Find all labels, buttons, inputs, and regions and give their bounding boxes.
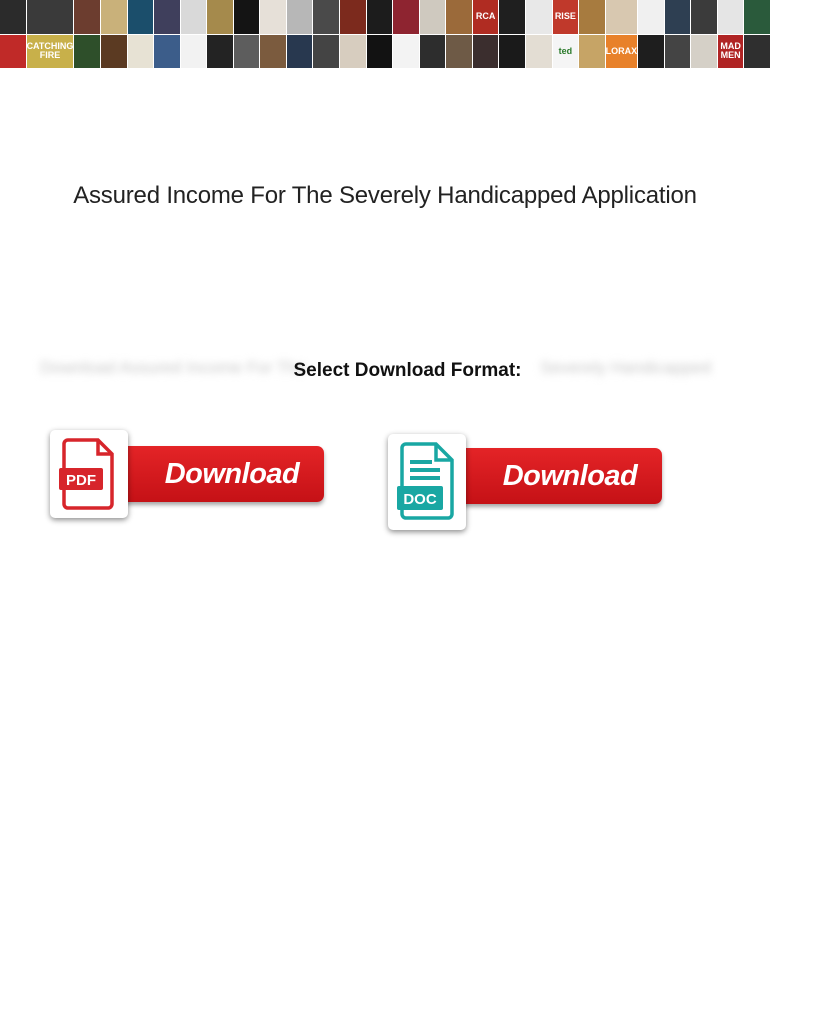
cover-thumbnail bbox=[526, 0, 552, 34]
cover-thumbnail bbox=[340, 35, 366, 69]
cover-thumbnail bbox=[313, 35, 339, 69]
cover-thumbnail bbox=[154, 35, 180, 69]
download-doc-bar[interactable] bbox=[448, 448, 662, 504]
cover-thumbnail bbox=[181, 35, 207, 69]
cover-thumbnail bbox=[665, 35, 691, 69]
cover-thumbnail bbox=[473, 35, 499, 69]
cover-thumbnail bbox=[234, 35, 260, 69]
download-doc-label: Download bbox=[502, 459, 638, 492]
download-doc-button[interactable] bbox=[388, 432, 678, 532]
cover-thumbnail bbox=[0, 35, 26, 69]
cover-thumbnail-text: ted bbox=[558, 45, 573, 56]
cover-thumbnail-text: RISE bbox=[554, 11, 576, 22]
cover-thumbnail bbox=[260, 35, 286, 69]
cover-thumbnail bbox=[128, 0, 154, 34]
cover-thumbnail bbox=[367, 0, 393, 34]
cover-thumbnail bbox=[446, 35, 472, 69]
blurred-text-left: Download Assured Income For The bbox=[40, 358, 307, 377]
cover-thumbnail bbox=[420, 35, 446, 69]
cover-thumbnail bbox=[665, 0, 691, 34]
cover-thumbnail bbox=[553, 0, 579, 34]
cover-thumbnail-text: RCA bbox=[475, 11, 496, 22]
cover-thumbnail bbox=[74, 35, 100, 69]
cover-thumbnail bbox=[553, 35, 579, 69]
cover-thumbnail bbox=[181, 0, 207, 34]
document-title: Assured Income For The Severely Handicapped Application bbox=[73, 182, 697, 209]
cover-thumbnail-text: MAD MEN bbox=[720, 41, 741, 61]
doc-icon-label: DOC bbox=[403, 491, 437, 508]
cover-thumbnail bbox=[420, 0, 446, 34]
cover-thumbnail bbox=[606, 0, 638, 34]
cover-thumbnail bbox=[207, 0, 233, 34]
pdf-icon-label: PDF bbox=[66, 472, 96, 489]
cover-thumbnail bbox=[393, 35, 419, 69]
cover-thumbnail bbox=[0, 0, 26, 34]
cover-thumbnail bbox=[74, 0, 100, 34]
cover-thumbnail bbox=[606, 35, 638, 69]
pdf-file-icon[interactable] bbox=[50, 430, 128, 518]
cover-thumbnail bbox=[340, 0, 366, 34]
download-pdf-bar[interactable] bbox=[110, 446, 324, 502]
cover-thumbnail bbox=[287, 35, 313, 69]
cover-thumbnail bbox=[744, 0, 770, 34]
cover-thumbnail bbox=[207, 35, 233, 69]
cover-thumbnail bbox=[638, 0, 664, 34]
cover-thumbnail bbox=[499, 0, 525, 34]
download-pdf-button[interactable] bbox=[50, 430, 340, 530]
doc-file-icon[interactable] bbox=[388, 434, 466, 530]
cover-thumbnail bbox=[234, 0, 260, 34]
cover-thumbnail bbox=[744, 35, 770, 69]
cover-thumbnail bbox=[393, 0, 419, 34]
cover-thumbnail bbox=[27, 0, 74, 34]
cover-thumbnail-text: LORAX bbox=[605, 45, 638, 56]
cover-thumbnail bbox=[27, 35, 74, 69]
cover-thumbnail bbox=[101, 0, 127, 34]
cover-thumbnail bbox=[638, 35, 664, 69]
cover-thumbnail bbox=[473, 0, 499, 34]
cover-thumbnail bbox=[579, 0, 605, 34]
download-pdf-label: Download bbox=[164, 457, 300, 490]
blurred-text-right: Severely Handicapped bbox=[540, 358, 712, 377]
cover-thumbnail bbox=[367, 35, 393, 69]
cover-thumbnail bbox=[579, 35, 605, 69]
cover-art-banner bbox=[0, 0, 770, 68]
select-format-label: Select Download Format: bbox=[293, 360, 522, 381]
cover-thumbnail bbox=[499, 35, 525, 69]
cover-thumbnail bbox=[101, 35, 127, 69]
cover-thumbnail bbox=[691, 35, 717, 69]
cover-thumbnail bbox=[526, 35, 552, 69]
cover-thumbnail bbox=[718, 35, 744, 69]
cover-thumbnail bbox=[718, 0, 744, 34]
cover-thumbnail bbox=[313, 0, 339, 34]
cover-thumbnail bbox=[691, 0, 717, 34]
cover-thumbnail bbox=[446, 0, 472, 34]
cover-thumbnail bbox=[287, 0, 313, 34]
cover-thumbnail-text: CATCHING FIRE bbox=[26, 41, 74, 61]
cover-thumbnail bbox=[260, 0, 286, 34]
cover-thumbnail bbox=[128, 35, 154, 69]
cover-thumbnail bbox=[154, 0, 180, 34]
